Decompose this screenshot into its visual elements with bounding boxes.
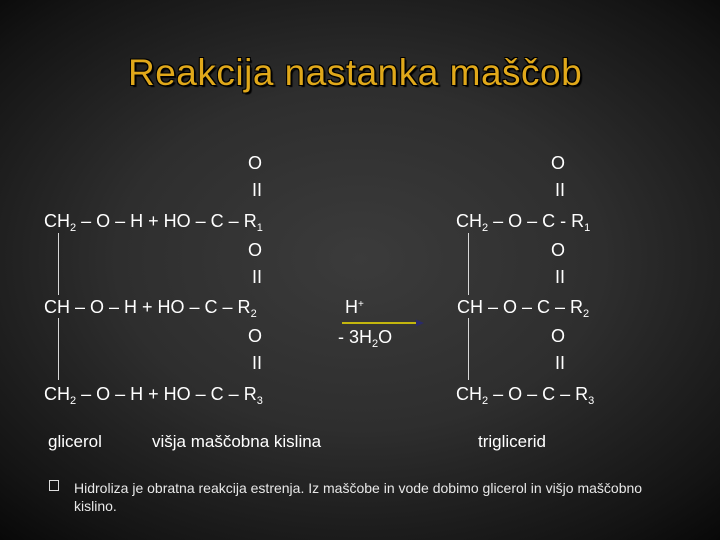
- carbonyl-o-1: O: [248, 153, 263, 173]
- double-bond-1: II: [252, 180, 263, 200]
- carbonyl-o-2: O: [248, 240, 263, 260]
- double-bond-r2: II: [555, 267, 566, 287]
- bond-line-right-2: [468, 318, 469, 380]
- carbonyl-o-r1: O: [551, 153, 566, 173]
- right-row-2: CH – O – C – $R_2$: [457, 297, 590, 320]
- double-bond-3: II: [252, 353, 263, 373]
- left-row-1: $CH_2$ – O – H + HO – C – $R_1$: [44, 211, 263, 234]
- bullet-icon: [49, 480, 59, 491]
- catalyst-label: H+: [345, 297, 364, 317]
- water-elimination-label: - $3H_2O$: [338, 327, 393, 350]
- label-glycerol: glicerol: [48, 432, 102, 451]
- left-row-3: $CH_2$ – O – H + HO – C – $R_3$: [44, 384, 263, 407]
- double-bond-r1: II: [555, 180, 566, 200]
- bullet-paragraph: Hidroliza je obratna reakcija estrenja. Iz maščobe in vode dobimo glicerol in višjo maščobno kislino.: [74, 480, 643, 514]
- double-bond-r3: II: [555, 353, 566, 373]
- bond-line-left-1: [58, 233, 59, 295]
- right-row-3: $CH_2$ – O – C – $R_3$: [456, 384, 595, 407]
- label-triglyceride: triglicerid: [478, 432, 547, 451]
- right-row-1: $CH_2$ – O – C - $R_1$: [456, 211, 591, 234]
- carbonyl-o-3: O: [248, 326, 263, 346]
- carbonyl-o-r2: O: [551, 240, 566, 260]
- slide-title: Reakcija nastanka maščob: [128, 52, 583, 93]
- bond-line-left-2: [58, 318, 59, 380]
- reaction-arrow-icon: [342, 319, 424, 327]
- left-row-2: CH – O – H + HO – C – $R_2$: [44, 297, 257, 320]
- double-bond-2: II: [252, 267, 263, 287]
- carbonyl-o-r3: O: [551, 326, 566, 346]
- label-fatty-acid: višja maščobna kislina: [152, 432, 322, 451]
- bond-line-right-1: [468, 233, 469, 295]
